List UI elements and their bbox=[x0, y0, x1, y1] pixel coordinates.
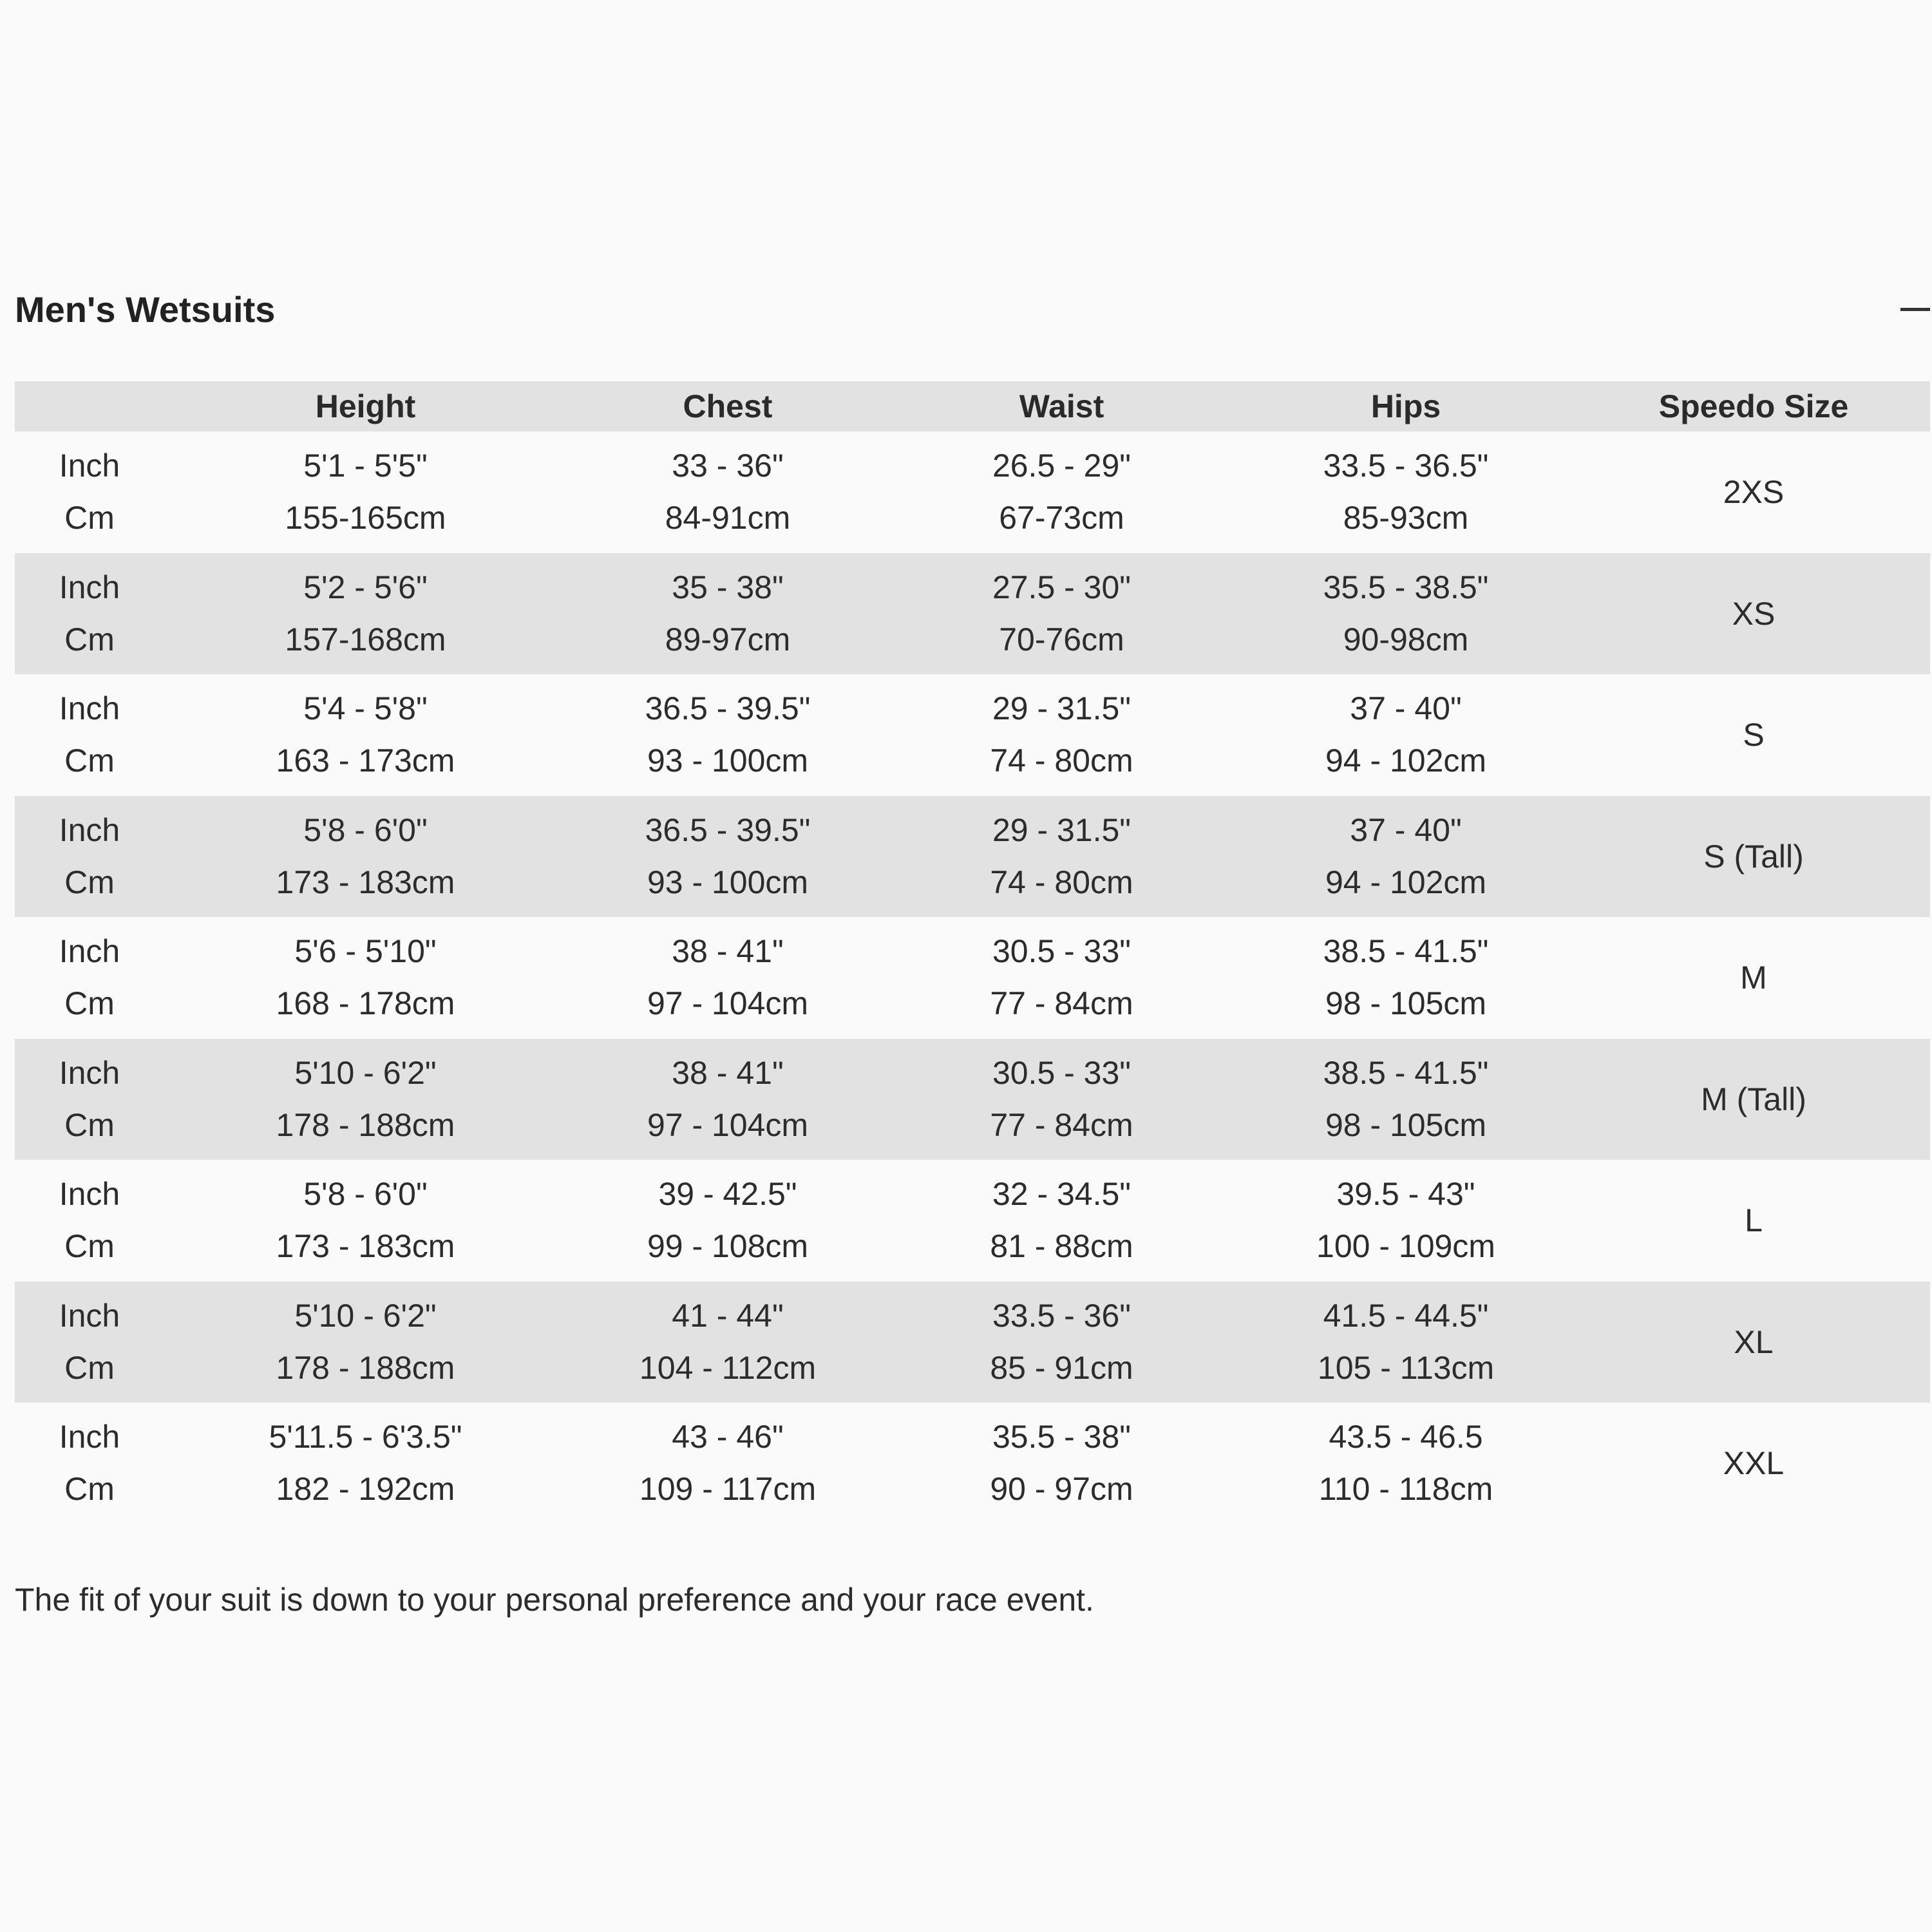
chest-cm-value: 104 - 112cm bbox=[639, 1349, 817, 1386]
chest-cell bbox=[567, 674, 889, 796]
waist-inch-value: 29 - 31.5" bbox=[992, 811, 1132, 848]
chest-inch-value: 43 - 46" bbox=[672, 1419, 784, 1455]
unit-label-cm: Cm bbox=[64, 743, 115, 779]
table-row bbox=[15, 917, 1930, 1039]
height-cell bbox=[164, 1403, 567, 1524]
unit-label-inch: Inch bbox=[59, 690, 120, 727]
height-cell bbox=[164, 1282, 567, 1403]
waist-cm-value: 77 - 84cm bbox=[990, 985, 1133, 1022]
chest-cm-value: 93 - 100cm bbox=[647, 743, 809, 779]
hips-cm-value: 110 - 118cm bbox=[1318, 1471, 1493, 1508]
waist-cell bbox=[889, 917, 1235, 1039]
waist-inch-value: 30.5 - 33" bbox=[992, 933, 1132, 970]
unit-label-inch: Inch bbox=[59, 811, 120, 848]
hips-cell bbox=[1235, 1039, 1577, 1160]
height-cm-value: 173 - 183cm bbox=[276, 1228, 455, 1265]
height-cell bbox=[164, 917, 567, 1039]
column-header-chest: Chest bbox=[683, 388, 773, 424]
speedo-size-cell: XXL bbox=[1723, 1445, 1785, 1482]
minus-bar bbox=[1900, 308, 1930, 311]
chest-cm-value: 109 - 117cm bbox=[639, 1471, 817, 1508]
unit-cell bbox=[15, 917, 164, 1039]
speedo-size-cell: M bbox=[1740, 960, 1767, 996]
height-inch-value: 5'4 - 5'8" bbox=[303, 690, 428, 727]
height-inch-value: 5'10 - 6'2" bbox=[294, 1054, 437, 1091]
unit-label-cm: Cm bbox=[64, 500, 115, 536]
chest-inch-value: 33 - 36" bbox=[672, 448, 784, 484]
table-row bbox=[15, 553, 1930, 675]
unit-label-inch: Inch bbox=[59, 448, 120, 484]
hips-cell bbox=[1235, 1403, 1577, 1524]
table-row bbox=[15, 1160, 1930, 1282]
hips-inch-value: 37 - 40" bbox=[1350, 811, 1462, 848]
unit-label-inch: Inch bbox=[59, 933, 120, 970]
height-inch-value: 5'6 - 5'10" bbox=[294, 933, 437, 970]
hips-inch-value: 39.5 - 43" bbox=[1336, 1176, 1475, 1213]
height-inch-value: 5'8 - 6'0" bbox=[303, 1176, 428, 1213]
chest-cm-value: 89-97cm bbox=[665, 621, 791, 658]
unit-cell bbox=[15, 431, 164, 553]
table-row bbox=[15, 796, 1930, 918]
chest-inch-value: 38 - 41" bbox=[672, 933, 784, 970]
waist-cm-value: 85 - 91cm bbox=[990, 1349, 1133, 1386]
waist-inch-value: 26.5 - 29" bbox=[992, 448, 1132, 484]
column-header-hips: Hips bbox=[1370, 388, 1441, 424]
speedo-size-cell: S bbox=[1743, 717, 1765, 753]
unit-cell bbox=[15, 674, 164, 796]
chest-inch-value: 38 - 41" bbox=[672, 1054, 784, 1091]
unit-label-cm: Cm bbox=[64, 1228, 115, 1265]
table-header-row bbox=[15, 381, 1930, 431]
speedo-size-cell: S (Tall) bbox=[1703, 838, 1804, 875]
hips-inch-value: 41.5 - 44.5" bbox=[1323, 1297, 1489, 1334]
waist-cm-value: 67-73cm bbox=[999, 500, 1124, 536]
waist-inch-value: 27.5 - 30" bbox=[992, 569, 1132, 605]
chest-inch-value: 36.5 - 39.5" bbox=[645, 811, 811, 848]
chest-cell bbox=[567, 917, 889, 1039]
height-cell bbox=[164, 431, 567, 553]
hips-cm-value: 94 - 102cm bbox=[1325, 743, 1487, 779]
speedo-size-cell: L bbox=[1745, 1202, 1763, 1239]
waist-inch-value: 33.5 - 36" bbox=[992, 1297, 1132, 1334]
chest-cm-value: 97 - 104cm bbox=[647, 985, 809, 1022]
column-header-speedo-size: Speedo Size bbox=[1658, 388, 1849, 424]
waist-cm-value: 70-76cm bbox=[999, 621, 1124, 658]
waist-inch-value: 32 - 34.5" bbox=[992, 1176, 1132, 1213]
hips-cm-value: 85-93cm bbox=[1343, 500, 1469, 536]
chest-inch-value: 36.5 - 39.5" bbox=[645, 690, 811, 727]
height-cell bbox=[164, 1160, 567, 1282]
chest-cell bbox=[567, 431, 889, 553]
hips-cell bbox=[1235, 431, 1577, 553]
speedo-size-cell: XS bbox=[1732, 595, 1776, 632]
height-inch-value: 5'1 - 5'5" bbox=[303, 448, 428, 484]
speedo-size-cell: M (Tall) bbox=[1701, 1081, 1806, 1117]
hips-cell bbox=[1235, 1160, 1577, 1282]
waist-cell bbox=[889, 796, 1235, 918]
size-chart-table bbox=[15, 381, 1930, 1524]
unit-label-cm: Cm bbox=[64, 1106, 115, 1143]
fit-note: The fit of your suit is down to your personal preference and your race event. bbox=[15, 1582, 1094, 1618]
waist-cell bbox=[889, 431, 1235, 553]
unit-label-inch: Inch bbox=[59, 1054, 120, 1091]
hips-cm-value: 98 - 105cm bbox=[1325, 985, 1487, 1022]
chest-inch-value: 41 - 44" bbox=[672, 1297, 784, 1334]
unit-label-cm: Cm bbox=[64, 621, 115, 658]
unit-label-inch: Inch bbox=[59, 1176, 120, 1213]
unit-cell bbox=[15, 1403, 164, 1524]
hips-cell bbox=[1235, 674, 1577, 796]
unit-label-inch: Inch bbox=[59, 569, 120, 605]
height-cm-value: 157-168cm bbox=[285, 621, 446, 658]
table-row bbox=[15, 1403, 1930, 1524]
height-cm-value: 173 - 183cm bbox=[276, 864, 455, 900]
chest-cm-value: 93 - 100cm bbox=[647, 864, 809, 900]
waist-cell bbox=[889, 1282, 1235, 1403]
height-cm-value: 178 - 188cm bbox=[276, 1349, 455, 1386]
hips-cm-value: 100 - 109cm bbox=[1316, 1228, 1495, 1265]
unit-label-inch: Inch bbox=[59, 1297, 120, 1334]
height-inch-value: 5'2 - 5'6" bbox=[303, 569, 428, 605]
height-cm-value: 155-165cm bbox=[285, 500, 446, 536]
hips-cell bbox=[1235, 917, 1577, 1039]
waist-inch-value: 29 - 31.5" bbox=[992, 690, 1132, 727]
waist-cell bbox=[889, 1160, 1235, 1282]
waist-cm-value: 90 - 97cm bbox=[990, 1471, 1133, 1508]
unit-label-cm: Cm bbox=[64, 864, 115, 900]
height-inch-value: 5'10 - 6'2" bbox=[294, 1297, 437, 1334]
chest-cell bbox=[567, 1282, 889, 1403]
waist-inch-value: 30.5 - 33" bbox=[992, 1054, 1132, 1091]
waist-inch-value: 35.5 - 38" bbox=[992, 1419, 1132, 1455]
unit-label-cm: Cm bbox=[64, 1471, 115, 1508]
waist-cm-value: 74 - 80cm bbox=[990, 743, 1133, 779]
height-inch-value: 5'11.5 - 6'3.5" bbox=[269, 1419, 462, 1455]
hips-cell bbox=[1235, 553, 1577, 675]
waist-cell bbox=[889, 553, 1235, 675]
hips-cm-value: 94 - 102cm bbox=[1325, 864, 1487, 900]
hips-inch-value: 43.5 - 46.5 bbox=[1329, 1419, 1483, 1455]
unit-cell bbox=[15, 1160, 164, 1282]
chest-cell bbox=[567, 1403, 889, 1524]
unit-label-cm: Cm bbox=[64, 985, 115, 1022]
column-header-height: Height bbox=[315, 388, 416, 424]
chest-cell bbox=[567, 1160, 889, 1282]
unit-label-cm: Cm bbox=[64, 1349, 115, 1386]
hips-inch-value: 38.5 - 41.5" bbox=[1323, 933, 1489, 970]
chest-inch-value: 35 - 38" bbox=[672, 569, 784, 605]
hips-cm-value: 105 - 113cm bbox=[1317, 1349, 1495, 1386]
hips-inch-value: 37 - 40" bbox=[1350, 690, 1462, 727]
speedo-size-cell: XL bbox=[1734, 1323, 1774, 1360]
height-inch-value: 5'8 - 6'0" bbox=[303, 811, 428, 848]
waist-cm-value: 74 - 80cm bbox=[990, 864, 1133, 900]
table-row bbox=[15, 1039, 1930, 1160]
waist-cell bbox=[889, 1039, 1235, 1160]
height-cm-value: 163 - 173cm bbox=[276, 743, 455, 779]
table-row bbox=[15, 431, 1930, 553]
collapse-minus-icon[interactable] bbox=[1898, 293, 1930, 325]
accordion-header[interactable] bbox=[15, 283, 1930, 335]
waist-cell bbox=[889, 1403, 1235, 1524]
chest-cell bbox=[567, 553, 889, 675]
height-cell bbox=[164, 1039, 567, 1160]
unit-cell bbox=[15, 1282, 164, 1403]
column-header-waist: Waist bbox=[1019, 388, 1104, 424]
speedo-size-cell: 2XS bbox=[1723, 474, 1785, 511]
chest-cell bbox=[567, 1039, 889, 1160]
hips-inch-value: 33.5 - 36.5" bbox=[1323, 448, 1489, 484]
hips-cell bbox=[1235, 1282, 1577, 1403]
chest-cm-value: 84-91cm bbox=[665, 500, 791, 536]
table-row bbox=[15, 674, 1930, 796]
height-cm-value: 168 - 178cm bbox=[276, 985, 455, 1022]
waist-cm-value: 81 - 88cm bbox=[990, 1228, 1133, 1265]
hips-inch-value: 38.5 - 41.5" bbox=[1323, 1054, 1489, 1091]
hips-cm-value: 90-98cm bbox=[1343, 621, 1469, 658]
hips-inch-value: 35.5 - 38.5" bbox=[1323, 569, 1489, 605]
height-cell bbox=[164, 674, 567, 796]
chest-inch-value: 39 - 42.5" bbox=[658, 1176, 797, 1213]
height-cm-value: 178 - 188cm bbox=[276, 1106, 455, 1143]
column-header-unit bbox=[15, 381, 164, 431]
chest-cm-value: 99 - 108cm bbox=[647, 1228, 809, 1265]
chest-cm-value: 97 - 104cm bbox=[647, 1106, 809, 1143]
height-cm-value: 182 - 192cm bbox=[276, 1471, 455, 1508]
unit-cell bbox=[15, 796, 164, 918]
unit-cell bbox=[15, 553, 164, 675]
unit-cell bbox=[15, 1039, 164, 1160]
waist-cm-value: 77 - 84cm bbox=[990, 1106, 1133, 1143]
table-row bbox=[15, 1282, 1930, 1403]
waist-cell bbox=[889, 674, 1235, 796]
hips-cell bbox=[1235, 796, 1577, 918]
section-title: Men's Wetsuits bbox=[15, 289, 276, 330]
chest-cell bbox=[567, 796, 889, 918]
height-cell bbox=[164, 553, 567, 675]
height-cell bbox=[164, 796, 567, 918]
unit-label-inch: Inch bbox=[59, 1419, 120, 1455]
hips-cm-value: 98 - 105cm bbox=[1325, 1106, 1487, 1143]
